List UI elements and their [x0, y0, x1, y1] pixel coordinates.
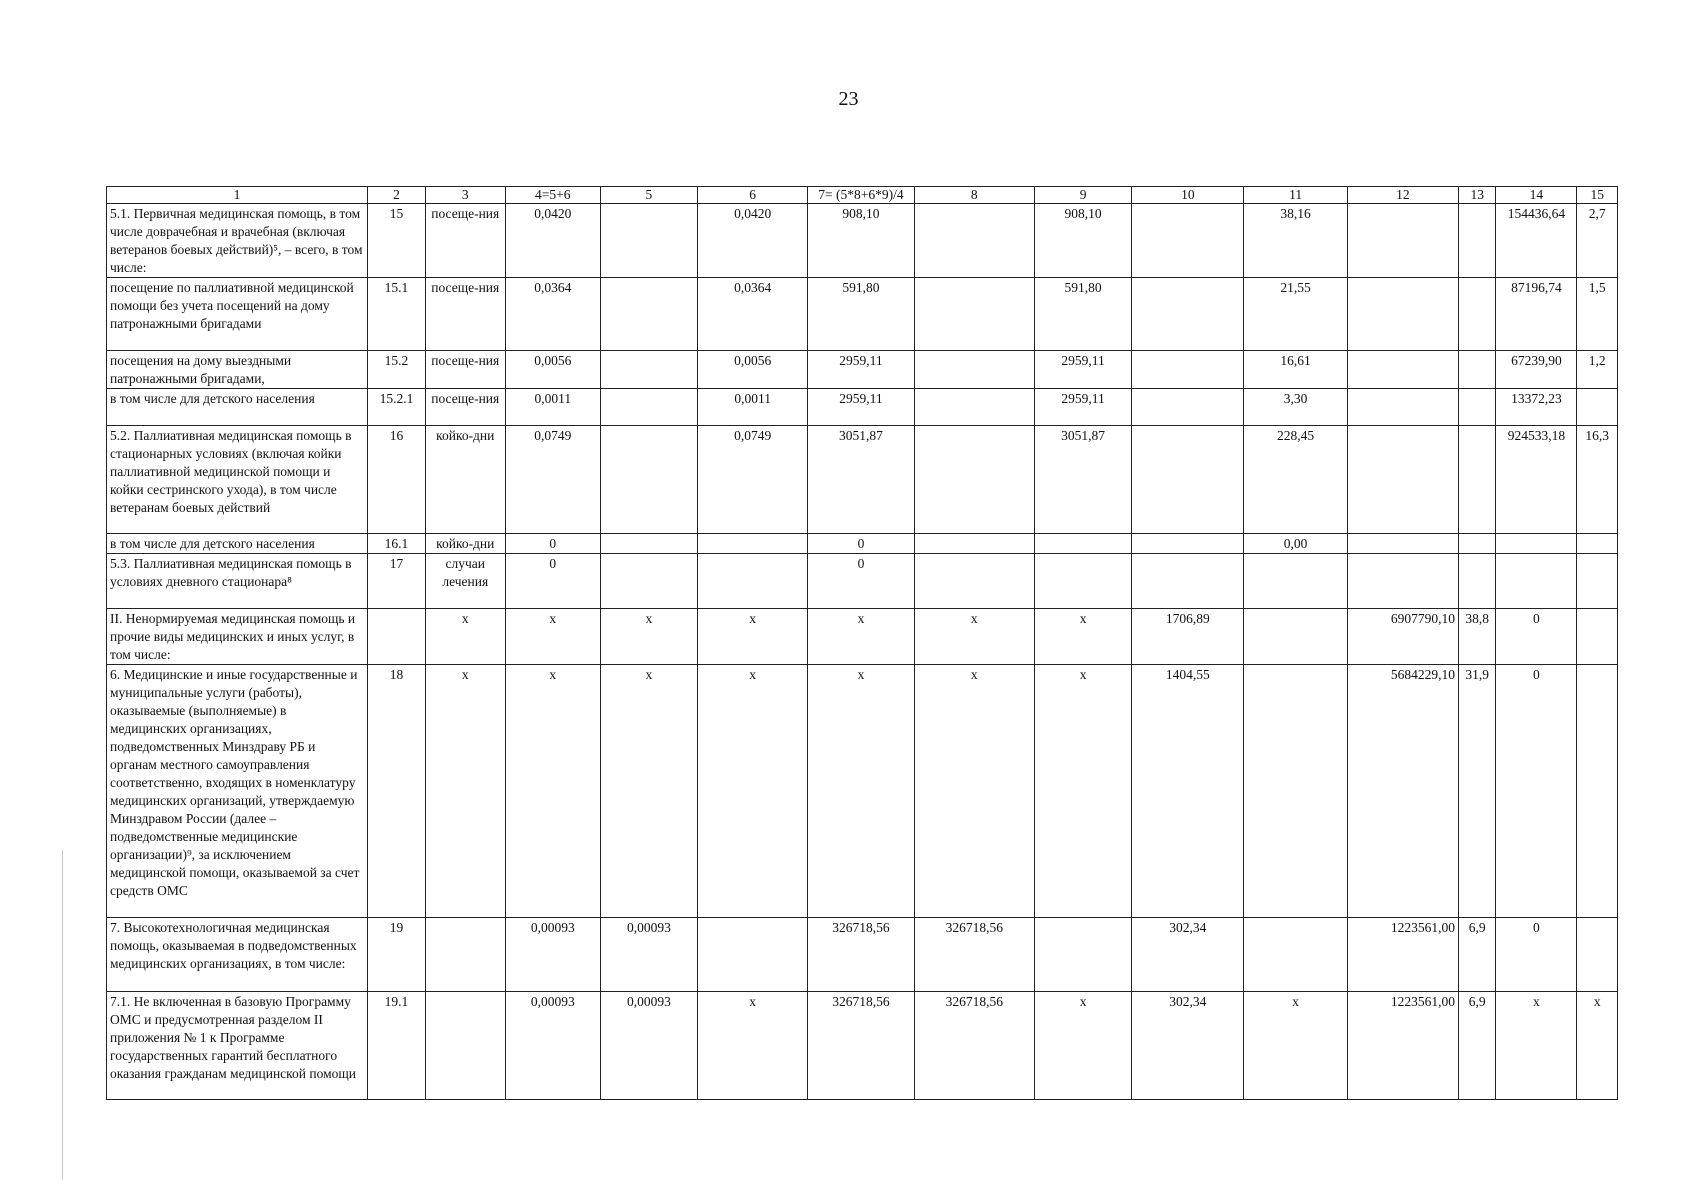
table-cell: 6,9	[1459, 992, 1496, 1100]
table-cell: 0,0420	[698, 204, 808, 278]
table-cell: x	[600, 665, 697, 918]
table-cell	[600, 426, 697, 534]
table-cell	[1035, 918, 1132, 992]
table-cell: x	[914, 609, 1034, 665]
table-cell: 326718,56	[914, 918, 1034, 992]
table-cell: x	[1035, 992, 1132, 1100]
header-cell-10: 10	[1132, 187, 1244, 204]
table-cell	[1132, 534, 1244, 554]
table-cell: 17	[368, 554, 426, 609]
table-cell	[600, 204, 697, 278]
table-cell: 326718,56	[808, 918, 914, 992]
table-cell: 0	[1496, 665, 1577, 918]
table-cell: 16,61	[1244, 351, 1347, 389]
table-cell: 908,10	[808, 204, 914, 278]
table-cell	[600, 554, 697, 609]
table-cell	[914, 426, 1034, 534]
table-cell: x	[1035, 665, 1132, 918]
table-cell: 1706,89	[1132, 609, 1244, 665]
table-cell	[914, 554, 1034, 609]
table-cell: 0	[808, 534, 914, 554]
table-row	[107, 351, 1618, 389]
row-label-cell: 5.2. Паллиативная медицинская помощь в стационарных условиях (включая койки паллиативной медицинской помощи и койки сестринского ухода), в том числе ветеранам боевых действий	[107, 426, 368, 534]
table-cell: 67239,90	[1496, 351, 1577, 389]
table-cell: 0,0056	[505, 351, 600, 389]
table-cell	[1347, 534, 1458, 554]
table-row	[107, 426, 1618, 534]
header-cell-15: 15	[1577, 187, 1618, 204]
table-row	[107, 534, 1618, 554]
table-cell: x	[698, 609, 808, 665]
table-cell	[1347, 204, 1458, 278]
table-cell	[698, 554, 808, 609]
table-cell	[425, 992, 505, 1100]
table-cell: 38,8	[1459, 609, 1496, 665]
table-cell: 15	[368, 204, 426, 278]
table-cell	[698, 534, 808, 554]
table-row	[107, 665, 1618, 918]
table-cell: 0,0420	[505, 204, 600, 278]
table-cell	[1035, 534, 1132, 554]
row-label-cell: II. Ненормируемая медицинская помощь и прочие виды медицинских и иных услуг, в том числе:	[107, 609, 368, 665]
table-cell	[1132, 351, 1244, 389]
table-cell: 0,00	[1244, 534, 1347, 554]
header-cell-12: 12	[1347, 187, 1458, 204]
table-cell: 3051,87	[1035, 426, 1132, 534]
header-cell-2: 2	[368, 187, 426, 204]
scan-artifact-line	[62, 850, 63, 1180]
table-cell: x	[808, 609, 914, 665]
table-cell	[1577, 609, 1618, 665]
table-cell	[1459, 534, 1496, 554]
row-label-cell: 6. Медицинские и иные государственные и муниципальные услуги (работы), оказываемые (выполняемые) в медицинских организациях, подведомственных Минздраву РБ и органам местного самоуправления соответственно, входящих в номенклатуру медицинских организаций, утверждаемую Минздравом России (далее – подведомственные медицинские организации)⁹, за исключением медицинской помощи, оказываемой за счет средств ОМС	[107, 665, 368, 918]
header-cell-14: 14	[1496, 187, 1577, 204]
table-cell: x	[505, 665, 600, 918]
table-cell: 13372,23	[1496, 389, 1577, 426]
table-row	[107, 389, 1618, 426]
table-cell: 0,0364	[505, 278, 600, 351]
table-cell: x	[1244, 992, 1347, 1100]
table-cell	[1244, 609, 1347, 665]
table-cell: 591,80	[1035, 278, 1132, 351]
table-cell	[914, 534, 1034, 554]
table-cell: 6907790,10	[1347, 609, 1458, 665]
table-cell: x	[600, 609, 697, 665]
table-cell: x	[425, 665, 505, 918]
table-cell: x	[1577, 992, 1618, 1100]
table-cell	[1132, 278, 1244, 351]
table-cell: x	[914, 665, 1034, 918]
table-cell: 5684229,10	[1347, 665, 1458, 918]
table-cell	[600, 351, 697, 389]
table-cell: случаи лечения	[425, 554, 505, 609]
table-cell	[425, 918, 505, 992]
table-cell: посеще-ния	[425, 278, 505, 351]
table-cell: койко-дни	[425, 426, 505, 534]
table-cell: x	[425, 609, 505, 665]
table-cell	[368, 609, 426, 665]
table-cell: 302,34	[1132, 918, 1244, 992]
page-number: 23	[838, 88, 859, 110]
table-cell: 15.2	[368, 351, 426, 389]
table-cell	[698, 918, 808, 992]
table-cell: 228,45	[1244, 426, 1347, 534]
table-cell	[1035, 554, 1132, 609]
row-label-cell: 5.3. Паллиативная медицинская помощь в условиях дневного стационара⁸	[107, 554, 368, 609]
table-cell: 1,2	[1577, 351, 1618, 389]
row-label-cell: 7. Высокотехнологичная медицинская помощь, оказываемая в подведомственных медицинских организациях, в том числе:	[107, 918, 368, 992]
table-cell: 1223561,00	[1347, 918, 1458, 992]
table-cell: 0,00093	[600, 918, 697, 992]
table-cell	[1459, 554, 1496, 609]
table-cell	[914, 389, 1034, 426]
table-cell	[1132, 554, 1244, 609]
table-cell: 0	[505, 554, 600, 609]
table-cell: 0	[505, 534, 600, 554]
table-cell	[1347, 351, 1458, 389]
table-cell: 0,0011	[505, 389, 600, 426]
table-cell: 31,9	[1459, 665, 1496, 918]
row-label-cell: в том числе для детского населения	[107, 389, 368, 426]
header-row	[107, 187, 1618, 204]
table-row	[107, 204, 1618, 278]
table-row	[107, 278, 1618, 351]
table-cell	[1347, 554, 1458, 609]
table-cell: 2,7	[1577, 204, 1618, 278]
table-row	[107, 918, 1618, 992]
header-cell-13: 13	[1459, 187, 1496, 204]
table-cell: койко-дни	[425, 534, 505, 554]
table-row	[107, 992, 1618, 1100]
header-cell-8: 8	[914, 187, 1034, 204]
header-cell-5: 5	[600, 187, 697, 204]
table-cell: 326718,56	[808, 992, 914, 1100]
table-cell: 1,5	[1577, 278, 1618, 351]
table-cell	[1132, 389, 1244, 426]
table-cell: 19	[368, 918, 426, 992]
table-cell: 591,80	[808, 278, 914, 351]
table-cell: 302,34	[1132, 992, 1244, 1100]
table-cell: 0	[808, 554, 914, 609]
table-cell	[1132, 426, 1244, 534]
table-cell	[1459, 278, 1496, 351]
table-cell	[600, 389, 697, 426]
table-cell: 2959,11	[1035, 389, 1132, 426]
table-cell: 3,30	[1244, 389, 1347, 426]
table-cell	[1577, 389, 1618, 426]
row-label-cell: в том числе для детского населения	[107, 534, 368, 554]
table-cell: x	[1035, 609, 1132, 665]
header-cell-11: 11	[1244, 187, 1347, 204]
table-cell: x	[808, 665, 914, 918]
table-cell: 0,0749	[505, 426, 600, 534]
table-cell	[600, 534, 697, 554]
header-cell-6: 6	[698, 187, 808, 204]
table-cell	[1577, 665, 1618, 918]
table-cell: 908,10	[1035, 204, 1132, 278]
table-cell	[1577, 918, 1618, 992]
table-row	[107, 609, 1618, 665]
data-table	[106, 186, 1618, 1100]
table-cell: 0,0056	[698, 351, 808, 389]
table-cell	[600, 278, 697, 351]
table-cell: 2959,11	[808, 351, 914, 389]
table-cell: 16,3	[1577, 426, 1618, 534]
table-cell: 21,55	[1244, 278, 1347, 351]
table-cell: 16	[368, 426, 426, 534]
table-cell: 6,9	[1459, 918, 1496, 992]
table-cell: 0,0749	[698, 426, 808, 534]
table-cell: x	[505, 609, 600, 665]
table-cell	[1459, 426, 1496, 534]
row-label-cell: посещение по паллиативной медицинской помощи без учета посещений на дому патронажными бригадами	[107, 278, 368, 351]
row-label-cell: 7.1. Не включенная в базовую Программу ОМС и предусмотренная разделом II приложения № 1 к Программе государственных гарантий бесплатного оказания гражданам медицинской помощи	[107, 992, 368, 1100]
table-cell: 2959,11	[808, 389, 914, 426]
table-cell	[1347, 426, 1458, 534]
row-label-cell: 5.1. Первичная медицинская помощь, в том числе доврачебная и врачебная (включая ветеранов боевых действий)⁵, – всего, в том числе:	[107, 204, 368, 278]
table-cell	[914, 351, 1034, 389]
table-cell: x	[698, 665, 808, 918]
table-cell: 0,00093	[600, 992, 697, 1100]
table-cell	[1459, 351, 1496, 389]
table-cell: 154436,64	[1496, 204, 1577, 278]
table-cell	[914, 204, 1034, 278]
table-cell: 2959,11	[1035, 351, 1132, 389]
table-cell	[1496, 554, 1577, 609]
table-cell: 87196,74	[1496, 278, 1577, 351]
table-cell	[1244, 918, 1347, 992]
table-cell	[1244, 665, 1347, 918]
table-cell	[1459, 389, 1496, 426]
table-row	[107, 554, 1618, 609]
table-cell: посеще-ния	[425, 351, 505, 389]
table-cell	[1347, 278, 1458, 351]
table-cell	[1244, 554, 1347, 609]
table-cell: 16.1	[368, 534, 426, 554]
table-cell	[1347, 389, 1458, 426]
table-cell	[1459, 204, 1496, 278]
table-cell: 1223561,00	[1347, 992, 1458, 1100]
table-cell: 1404,55	[1132, 665, 1244, 918]
table-cell: 0,00093	[505, 992, 600, 1100]
table-cell	[1496, 534, 1577, 554]
header-cell-4: 4=5+6	[505, 187, 600, 204]
header-cell-3: 3	[425, 187, 505, 204]
table-cell: 38,16	[1244, 204, 1347, 278]
table-cell: x	[1496, 992, 1577, 1100]
table-cell	[1577, 534, 1618, 554]
table-cell: 0,0364	[698, 278, 808, 351]
table-cell	[1132, 204, 1244, 278]
table-cell: x	[698, 992, 808, 1100]
table-cell: 924533,18	[1496, 426, 1577, 534]
table-cell: 15.2.1	[368, 389, 426, 426]
table-cell: 326718,56	[914, 992, 1034, 1100]
row-label-cell: посещения на дому выездными патронажными бригадами,	[107, 351, 368, 389]
table-cell: 15.1	[368, 278, 426, 351]
table-cell: 0	[1496, 609, 1577, 665]
header-cell-7: 7= (5*8+6*9)/4	[808, 187, 914, 204]
table-cell: посеще-ния	[425, 389, 505, 426]
table-cell: посеще-ния	[425, 204, 505, 278]
table-cell: 0,00093	[505, 918, 600, 992]
table-cell: 0	[1496, 918, 1577, 992]
table-cell	[914, 278, 1034, 351]
table-cell: 18	[368, 665, 426, 918]
header-cell-1: 1	[107, 187, 368, 204]
table-cell: 3051,87	[808, 426, 914, 534]
table-cell	[1577, 554, 1618, 609]
table-cell: 0,0011	[698, 389, 808, 426]
header-cell-9: 9	[1035, 187, 1132, 204]
table-cell: 19.1	[368, 992, 426, 1100]
